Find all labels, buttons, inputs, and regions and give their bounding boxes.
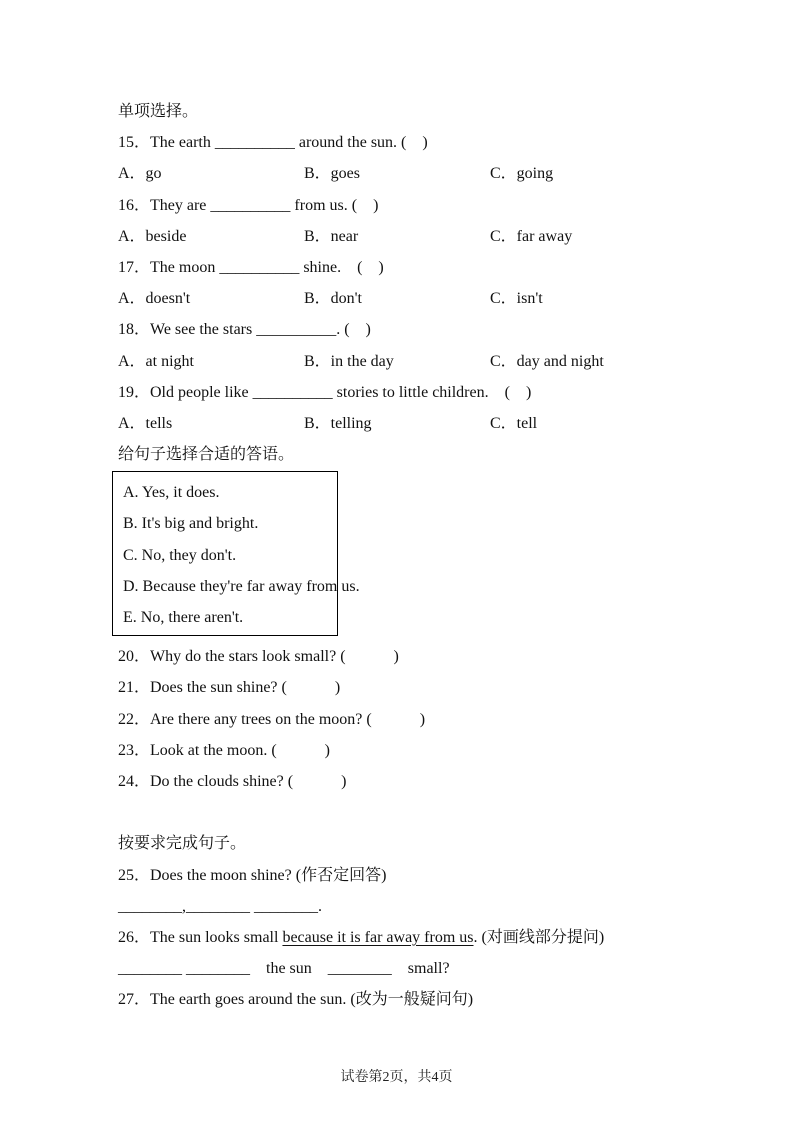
option-17-b: B．don't	[304, 290, 363, 308]
question-stem-15: 15．The earth __________ around the sun. ( )	[118, 134, 428, 152]
option-18-c: C．day and night	[490, 352, 604, 370]
question-stem-19: 19．Old people like __________ stories to little children. ( )	[118, 383, 532, 401]
option-15-b: B．goes	[304, 165, 361, 183]
question-stem-17: 17．The moon __________ shine. ( )	[118, 258, 384, 276]
option-18-b: B．in the day	[304, 352, 394, 370]
answer-line-25: ________,________ ________.	[118, 897, 322, 915]
question-26-underlined-part: because it is far away from us	[282, 928, 474, 946]
page-footer: 试卷第2页，共4页	[340, 1070, 453, 1085]
answer-bank-item-d: D. Because they're far away from us.	[123, 577, 360, 595]
option-19-b: B．telling	[304, 414, 372, 432]
question-26-suffix: . (对画线部分提问)	[473, 928, 605, 946]
option-19-c: C．tell	[490, 414, 538, 432]
question-stem-24: 24．Do the clouds shine? ( )	[118, 772, 347, 790]
option-16-a: A．beside	[118, 227, 187, 245]
answer-bank-box	[112, 471, 360, 636]
option-16-b: B．near	[304, 227, 359, 245]
question-stem-18: 18．We see the stars __________. ( )	[118, 321, 371, 339]
option-17-c: C．isn't	[490, 290, 543, 308]
paper-content	[118, 96, 693, 1015]
answer-bank-item-c: C. No, they don't.	[123, 546, 237, 564]
option-16-c: C．far away	[490, 227, 573, 245]
answer-bank-item-b: B. It's big and bright.	[123, 515, 259, 533]
question-stem-27: 27．The earth goes around the sun. (改为一般疑问句)	[118, 991, 474, 1009]
option-19-a: A．tells	[118, 414, 173, 432]
option-18-a: A．at night	[118, 352, 194, 370]
question-26-prefix: 26．The sun looks small	[118, 928, 283, 946]
question-options-18	[118, 346, 693, 377]
answer-bank-item-a: A. Yes, it does.	[123, 484, 220, 502]
answer-line-26: ________ ________ the sun ________ small?	[118, 960, 450, 978]
section-heading-match-answers: 给句子选择合适的答语。	[118, 446, 295, 464]
section-heading-multiple-choice: 单项选择。	[118, 103, 199, 120]
answer-bank-item-e: E. No, there aren't.	[123, 609, 244, 626]
question-stem-26	[118, 922, 693, 953]
question-options-19	[118, 408, 693, 439]
question-stem-20: 20．Why do the stars look small? ( )	[118, 648, 399, 666]
question-stem-25: 25．Does the moon shine? (作否定回答)	[118, 866, 387, 884]
question-options-16	[118, 221, 693, 252]
question-stem-21: 21．Does the sun shine? ( )	[118, 679, 341, 697]
question-options-17	[118, 283, 693, 314]
question-stem-23: 23．Look at the moon. ( )	[118, 741, 330, 759]
question-stem-22: 22．Are there any trees on the moon? ( )	[118, 710, 426, 728]
option-15-c: C．going	[490, 165, 554, 183]
option-17-a: A．doesn't	[118, 290, 191, 308]
blank-line	[118, 797, 693, 828]
question-stem-16: 16．They are __________ from us. ( )	[118, 196, 379, 214]
question-options-15	[118, 158, 693, 189]
option-15-a: A．go	[118, 165, 162, 183]
section-heading-sentence-tasks: 按要求完成句子。	[118, 835, 247, 853]
